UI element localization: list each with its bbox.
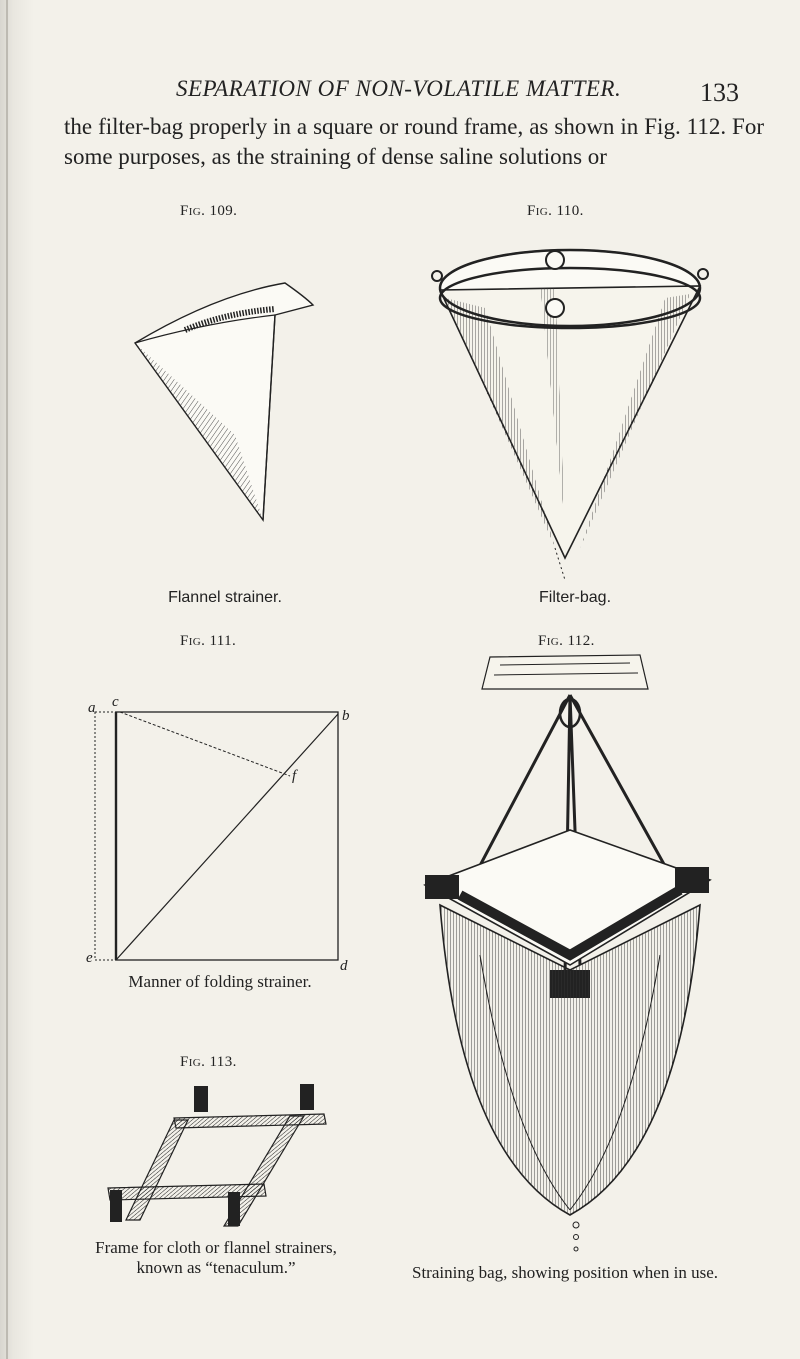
fig-113-label: Fig. 113. <box>180 1054 237 1070</box>
page-number: 133 <box>700 78 739 107</box>
fig-111-letter-f: f <box>292 768 297 784</box>
fig-112-label: Fig. 112. <box>538 633 595 649</box>
fig-109-label: Fig. 109. <box>180 203 238 219</box>
fig-110-label: Fig. 110. <box>527 203 584 219</box>
fig-111-letter-e: e <box>86 950 93 966</box>
fig-111-label: Fig. 111. <box>180 633 237 649</box>
fig-111-letter-c: c <box>112 694 119 710</box>
fig-109-caption: Flannel strainer. <box>168 589 282 606</box>
running-header: SEPARATION OF NON-VOLATILE MATTER. <box>176 76 622 101</box>
fig-109-flannel-strainer-illustration <box>125 275 325 525</box>
fig-110-caption: Filter-bag. <box>538 589 612 606</box>
fig-113-tenaculum-frame <box>104 1080 334 1230</box>
fig-112-straining-bag-illustration <box>420 655 720 1255</box>
fig-111-letter-b: b <box>342 708 350 724</box>
fig-113-caption-line-1: Frame for cloth or flannel strainers, <box>95 1238 337 1257</box>
fig-111-folding-diagram <box>80 694 350 974</box>
fig-111-letter-a: a <box>88 700 96 716</box>
fig-112-caption: Straining bag, showing position when in use. <box>412 1263 718 1282</box>
body-paragraph: the filter-bag properly in a square or round frame, as shown in Fig. 112. For some purposes, as the straining of dense saline solutions or <box>64 114 764 169</box>
fig-111-letter-d: d <box>340 958 348 974</box>
fig-113-caption-line-2: known as “tenaculum.” <box>136 1258 296 1277</box>
fig-111-caption: Manner of folding strainer. <box>128 972 312 991</box>
book-spine-edge <box>6 0 8 1359</box>
fig-110-filter-bag-illustration <box>415 228 725 588</box>
